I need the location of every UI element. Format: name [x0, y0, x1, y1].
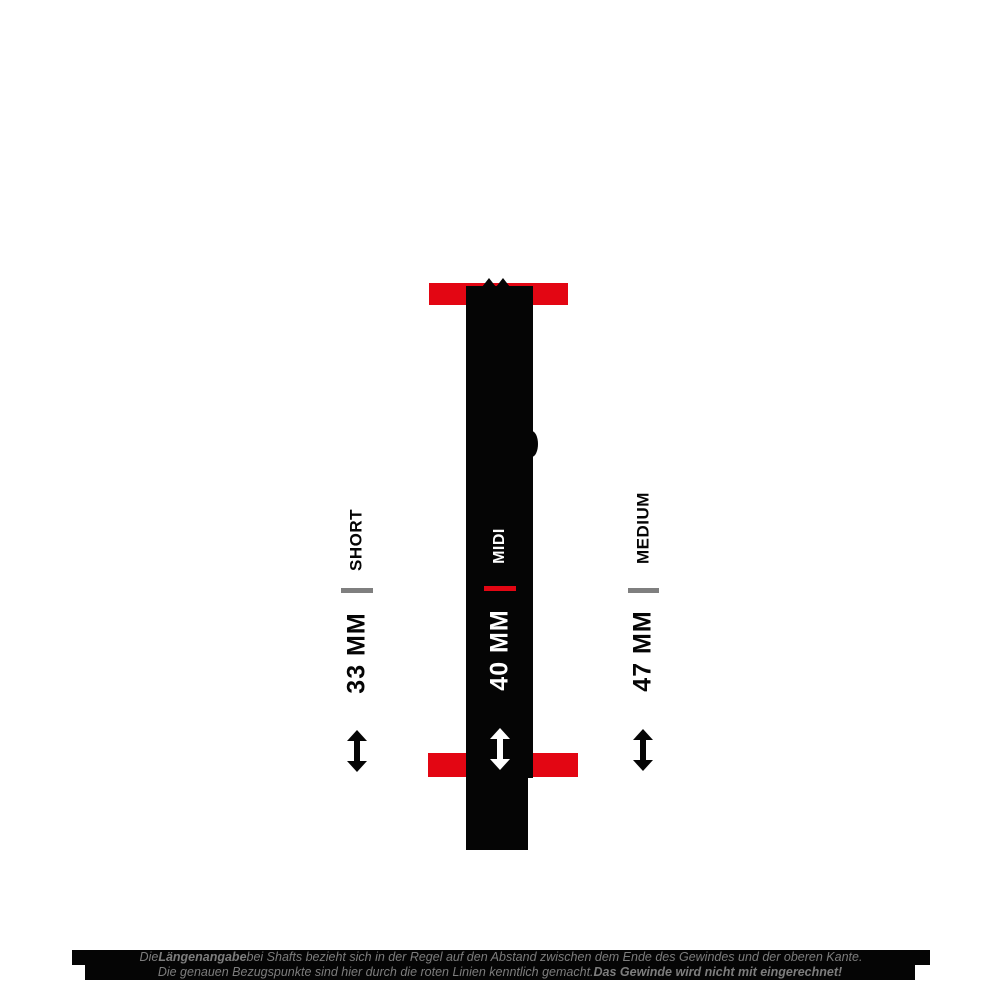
footer-text-bold: Das Gewinde wird nicht mit eingerechnet! — [593, 965, 843, 980]
length-medium: 47 MM — [628, 610, 657, 692]
measure-arrow-midi-icon — [489, 728, 511, 770]
label-medium: MEDIUM — [633, 492, 653, 564]
shaft-thread-section — [466, 778, 528, 850]
label-midi: MIDI — [491, 528, 508, 564]
footer-text: bei Shafts bezieht sich in der Regel auf den Abstand zwischen dem Ende des Gewindes und der oberen Kante. — [246, 950, 863, 965]
footer-note-line1 — [72, 950, 930, 965]
divider-short — [341, 588, 373, 593]
label-short: SHORT — [346, 509, 366, 571]
footer-text: Die — [139, 950, 159, 965]
length-midi: 40 MM — [485, 609, 514, 691]
length-short: 33 MM — [342, 612, 371, 694]
divider-midi — [484, 586, 516, 591]
measure-arrow-medium-icon — [632, 729, 654, 771]
divider-medium — [628, 588, 659, 593]
footer-note-line2 — [85, 965, 915, 980]
measure-arrow-short-icon — [346, 730, 368, 772]
footer-text-bold: Längenangabe — [158, 950, 247, 965]
footer-text: Die genauen Bezugspunkte sind hier durch die roten Linien kenntlich gemacht. — [157, 965, 594, 980]
shaft-ring-bump — [530, 431, 538, 457]
